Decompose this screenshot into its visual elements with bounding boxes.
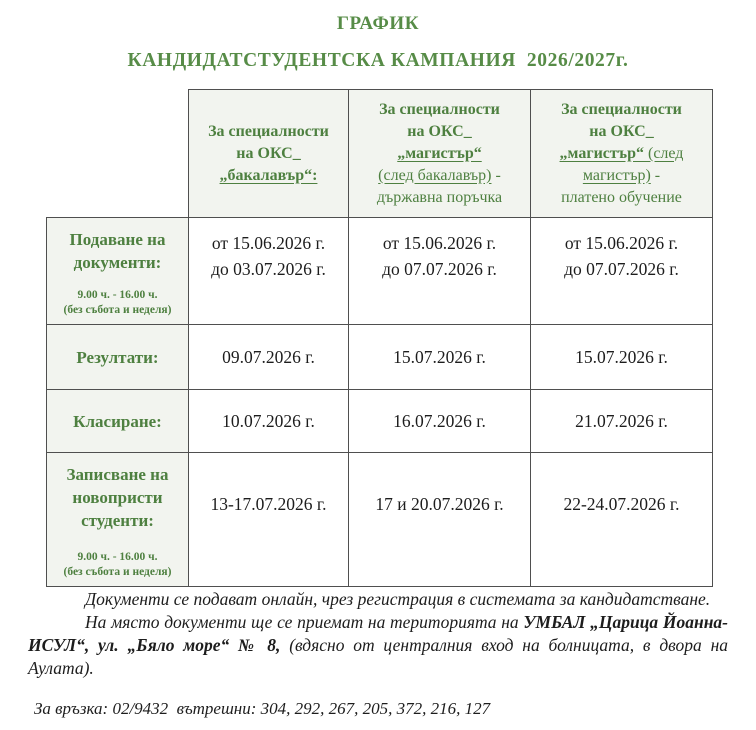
contact-phones: За връзка: 02/9432 вътрешни: 304, 292, 267, 205, 372, 216, 127 [34, 699, 491, 718]
header-line: „магистър“ (след [559, 144, 684, 162]
header-line: на ОКС_ [407, 122, 472, 140]
row-label-results: Резултати: [47, 325, 189, 390]
header-line: За специалности [379, 100, 500, 118]
corner-empty-cell [47, 90, 189, 218]
cell-results-master-paid: 15.07.2026 г. [531, 325, 713, 390]
column-header-master-state [349, 90, 531, 218]
header-line: на ОКС_ [236, 144, 301, 162]
cell-submission-bachelor: от 15.06.2026 г. до 03.07.2026 г. [189, 218, 349, 325]
header-line: държавна поръчка [376, 188, 503, 206]
row-label-text: Записване на новопристи студенти: [66, 465, 169, 530]
cell-results-bachelor: 09.07.2026 г. [189, 325, 349, 390]
row-label-submission [47, 218, 189, 325]
page-subtitle: КАНДИДАТСТУДЕНТСКА КАМПАНИЯ 2026/2027г. [127, 50, 629, 71]
cell-ranking-master-state: 16.07.2026 г. [349, 390, 531, 453]
cell-ranking-master-paid: 21.07.2026 г. [531, 390, 713, 453]
column-header-master-paid [531, 90, 713, 218]
cell-submission-master-paid: от 15.06.2026 г. до 07.07.2026 г. [531, 218, 713, 325]
cell-submission-master-state: от 15.06.2026 г. до 07.07.2026 г. [349, 218, 531, 325]
cell-ranking-bachelor: 10.07.2026 г. [189, 390, 349, 453]
table-row-results [47, 325, 713, 390]
cell-results-master-state: 15.07.2026 г. [349, 325, 531, 390]
row-label-hours: 9.00 ч. - 16.00 ч. (без събота и неделя) [63, 289, 172, 316]
page-title: ГРАФИК [336, 13, 420, 34]
table-row-enrollment [47, 453, 713, 587]
header-line: „бакалавър“: [219, 166, 318, 184]
hospital-address: УМБАЛ „Царица Йоанна-ИСУЛ“, ул. „Бяло море“ № 8, [28, 612, 728, 655]
schedule-table [46, 89, 713, 587]
header-line: (след бакалавър) - [378, 166, 501, 184]
table-header-row [47, 90, 713, 218]
document-header [0, 0, 756, 72]
header-line: магистър) - [582, 166, 661, 184]
column-header-bachelor [189, 90, 349, 218]
cell-enrollment-bachelor: 13-17.07.2026 г. [189, 453, 349, 587]
row-label-ranking: Класиране: [47, 390, 189, 453]
header-line: на ОКС_ [589, 122, 654, 140]
footer-paragraph-location: На място документи ще се приемат на територията на УМБАЛ „Царица Йоанна-ИСУЛ“, ул. „Бяло море“ № 8, (вдясно от централния вход на болницата, в двора на Аулата). [28, 612, 729, 678]
row-label-enrollment [47, 453, 189, 587]
header-line: „магистър“ [397, 144, 482, 162]
header-line: платено обучение [561, 188, 682, 206]
footer-notes [28, 588, 728, 680]
cell-enrollment-master-paid: 22-24.07.2026 г. [531, 453, 713, 587]
header-line: За специалности [208, 122, 329, 140]
row-label-hours: 9.00 ч. - 16.00 ч. (без събота и неделя) [63, 551, 172, 578]
cell-enrollment-master-state: 17 и 20.07.2026 г. [349, 453, 531, 587]
header-line: За специалности [561, 100, 682, 118]
table-row-submission [47, 218, 713, 325]
row-label-text: Подаване на документи: [69, 230, 166, 272]
footer-paragraph-online: Документи се подават онлайн, чрез регистрация в системата за кандидатстване. [85, 589, 711, 609]
table-row-ranking [47, 390, 713, 453]
